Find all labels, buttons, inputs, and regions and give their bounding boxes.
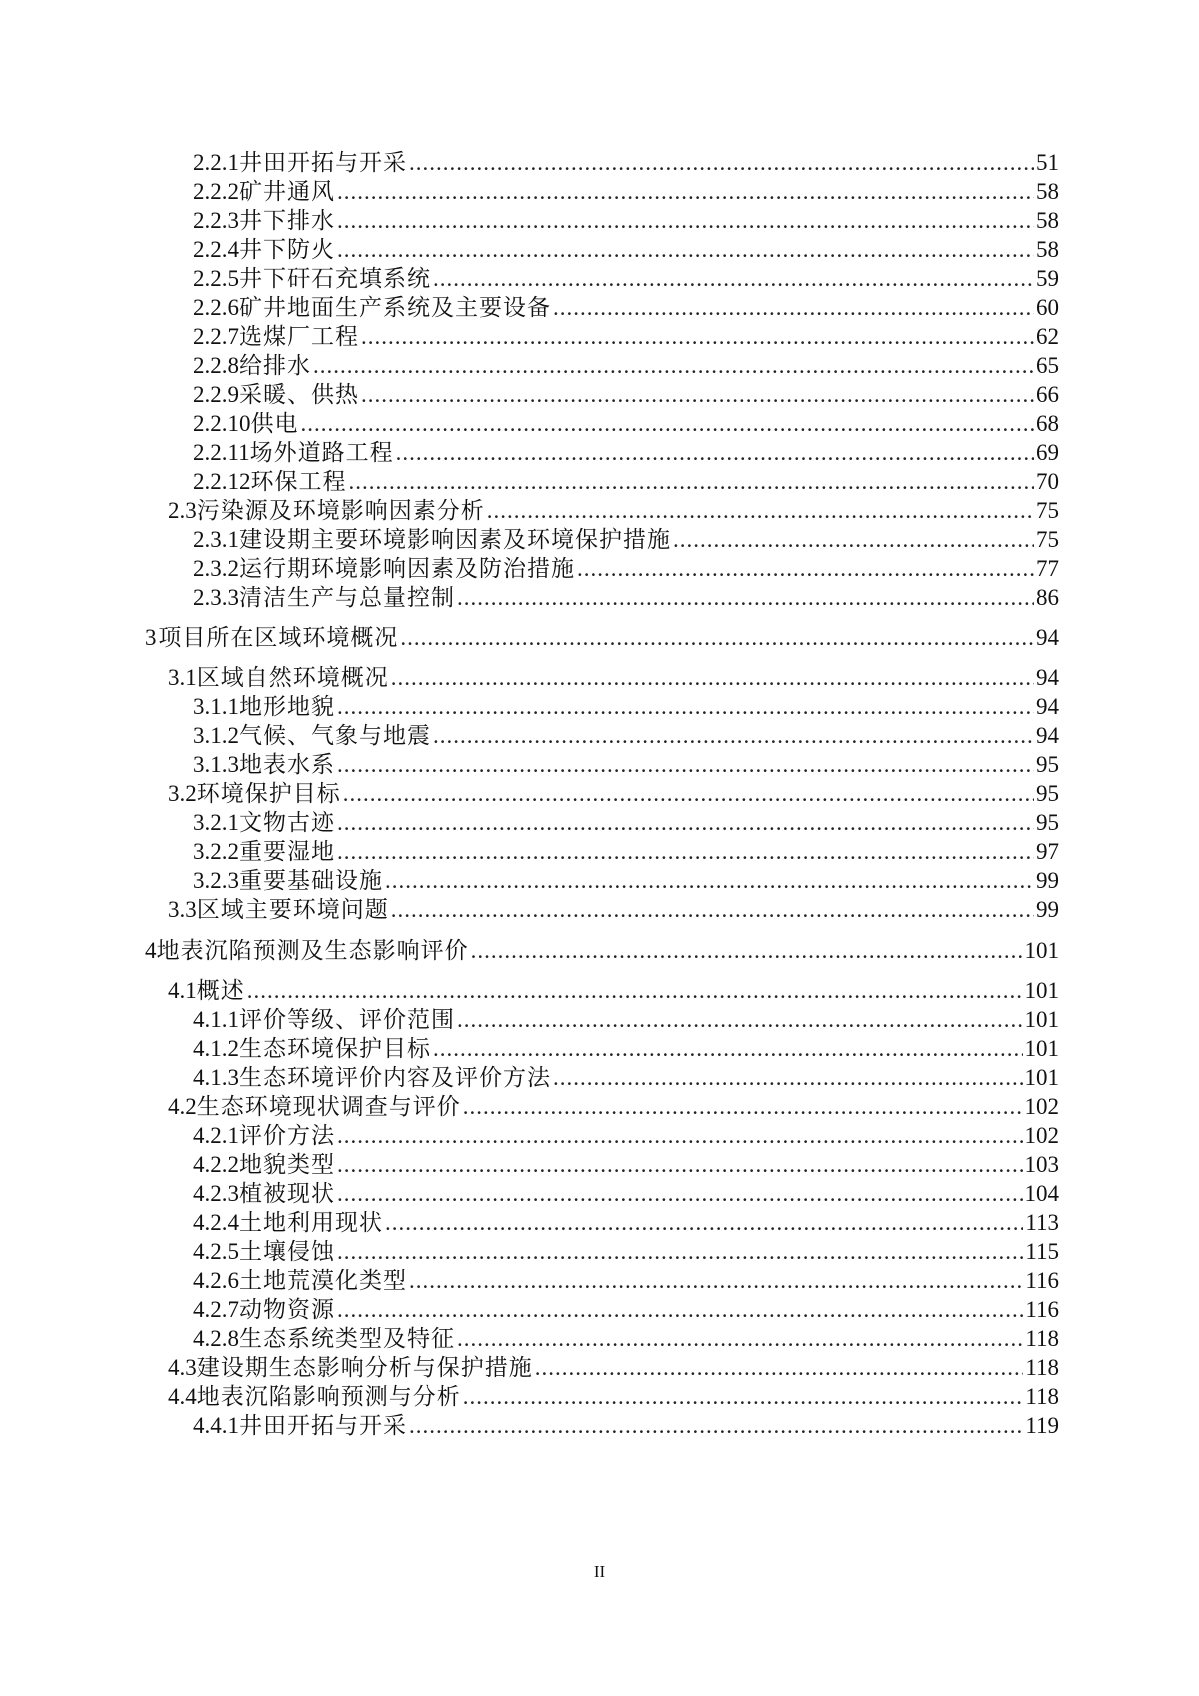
toc-number: 3.1.3: [193, 752, 239, 777]
toc-page: 103: [1024, 1152, 1059, 1177]
toc-page: 75: [1036, 498, 1059, 523]
toc-title: 植被现状: [239, 1181, 335, 1206]
toc-number: 3.2: [168, 781, 197, 806]
dot-leader: [553, 1062, 1023, 1093]
toc-entry[interactable]: [193, 379, 1059, 410]
toc-entry[interactable]: [168, 1091, 1059, 1122]
dot-leader: [337, 836, 1034, 867]
dot-leader: [361, 321, 1034, 352]
toc-page: 116: [1025, 1297, 1059, 1322]
toc-page: 99: [1036, 868, 1059, 893]
toc-title: 建设期生态影响分析与保护措施: [196, 1355, 533, 1380]
dot-leader: [349, 466, 1035, 497]
toc-entry[interactable]: [193, 1062, 1059, 1093]
dot-leader: [553, 292, 1034, 323]
toc-title: 文物古迹: [239, 810, 335, 835]
toc-title: 清洁生产与总量控制: [239, 585, 455, 610]
toc-title: 井田开拓与开采: [239, 150, 407, 175]
toc-number: 3.3: [168, 897, 197, 922]
toc-page: 118: [1025, 1326, 1059, 1351]
toc-number: 2.2.1: [193, 150, 239, 175]
toc-page: 113: [1025, 1210, 1059, 1235]
toc-entry[interactable]: [193, 807, 1059, 838]
toc-title: 井下矸石充填系统: [239, 266, 431, 291]
toc-title: 地表水系: [239, 752, 335, 777]
toc-number: 4.2.3: [193, 1181, 239, 1206]
toc-number: 2.2.11: [193, 440, 250, 465]
dot-leader: [337, 749, 1034, 780]
dot-leader: [247, 975, 1023, 1006]
toc-title: 井下排水: [239, 208, 335, 233]
dot-leader: [577, 553, 1034, 584]
toc-number: 4.2.5: [193, 1239, 239, 1264]
toc-number: 4.3: [168, 1355, 197, 1380]
dot-leader: [301, 408, 1035, 439]
toc-page: 58: [1036, 179, 1059, 204]
toc-number: 3.2.1: [193, 810, 239, 835]
toc-entry[interactable]: [145, 622, 1059, 653]
toc-entry[interactable]: [145, 935, 1059, 966]
toc-entry[interactable]: [193, 1323, 1059, 1354]
toc-number: 4.2.1: [193, 1123, 239, 1148]
dot-leader: [343, 778, 1034, 809]
toc-page: 94: [1036, 625, 1059, 650]
toc-page: 97: [1036, 839, 1059, 864]
toc-entry[interactable]: [193, 408, 1059, 439]
toc-title: 生态环境评价内容及评价方法: [239, 1065, 551, 1090]
toc-page: 102: [1024, 1123, 1059, 1148]
toc-title: 区域自然环境概况: [196, 665, 389, 690]
dot-leader: [337, 1120, 1023, 1151]
toc-title: 重要湿地: [239, 839, 335, 864]
toc-entry[interactable]: [168, 1352, 1059, 1383]
toc-number: 4.2.8: [193, 1326, 239, 1351]
page-footer-number: II: [593, 1562, 606, 1581]
toc-page: 68: [1036, 411, 1059, 436]
toc-number: 4.4.1: [193, 1413, 239, 1438]
toc-number: 3.1.2: [193, 723, 239, 748]
toc-title: 生态环境现状调查与评价: [196, 1094, 461, 1119]
toc-entry[interactable]: [193, 1149, 1059, 1180]
toc-page: 118: [1025, 1384, 1059, 1409]
toc-number: 2.2.12: [193, 469, 251, 494]
toc-page: 58: [1036, 208, 1059, 233]
toc-title: 地形地貌: [239, 694, 335, 719]
dot-leader: [337, 807, 1034, 838]
toc-title: 动物资源: [239, 1297, 335, 1322]
dot-leader: [471, 935, 1023, 966]
toc-entry[interactable]: [168, 495, 1059, 526]
dot-leader: [361, 379, 1034, 410]
toc-page: 51: [1036, 150, 1059, 175]
toc-title: 污染源及环境影响因素分析: [196, 498, 485, 523]
toc-title: 区域主要环境问题: [196, 897, 389, 922]
toc-page: 66: [1036, 382, 1059, 407]
toc-page: 102: [1024, 1094, 1059, 1119]
dot-leader: [337, 176, 1034, 207]
toc-number: 2.2.4: [193, 237, 239, 262]
toc-number: 4.4: [168, 1384, 197, 1409]
toc-number: 3.2.3: [193, 868, 239, 893]
toc-entry[interactable]: [193, 1033, 1059, 1064]
toc-number: 2.2.7: [193, 324, 239, 349]
toc-number: 4.1.1: [193, 1007, 239, 1032]
toc-number: 4: [145, 938, 157, 963]
toc-title: 供电: [250, 411, 299, 436]
toc-title: 土地利用现状: [239, 1210, 383, 1235]
toc-page: 118: [1025, 1355, 1059, 1380]
toc-entry[interactable]: [193, 205, 1059, 236]
dot-leader: [433, 1033, 1023, 1064]
toc-title: 矿井通风: [239, 179, 335, 204]
dot-leader: [385, 1207, 1023, 1238]
toc-page: 75: [1036, 527, 1059, 552]
toc-title: 建设期主要环境影响因素及环境保护措施: [239, 527, 671, 552]
toc-page: 65: [1036, 353, 1059, 378]
toc-page: 62: [1036, 324, 1059, 349]
dot-leader: [433, 720, 1034, 751]
toc-number: 2.2.10: [193, 411, 251, 436]
toc-title: 评价等级、评价范围: [239, 1007, 455, 1032]
toc-title: 重要基础设施: [239, 868, 383, 893]
toc-entry[interactable]: [168, 975, 1059, 1006]
toc-entry[interactable]: [168, 1381, 1059, 1412]
toc-page: 77: [1036, 556, 1059, 581]
toc-page: 95: [1036, 781, 1059, 806]
toc-title: 给排水: [239, 353, 311, 378]
toc-page: 101: [1024, 938, 1059, 963]
dot-leader: [463, 1091, 1023, 1122]
toc-entry[interactable]: [193, 836, 1059, 867]
dot-leader: [409, 1410, 1023, 1441]
toc-number: 2.3.2: [193, 556, 239, 581]
toc-page: 95: [1036, 810, 1059, 835]
toc-page: 104: [1024, 1181, 1059, 1206]
toc-page: 101: [1024, 1065, 1059, 1090]
toc-number: 2.2.6: [193, 295, 239, 320]
dot-leader: [337, 1236, 1023, 1267]
toc-entry[interactable]: [193, 1207, 1059, 1238]
toc-title: 环保工程: [250, 469, 347, 494]
toc-number: 3: [145, 625, 157, 650]
toc-page: 58: [1036, 237, 1059, 262]
toc-entry[interactable]: [193, 720, 1059, 751]
dot-leader: [313, 350, 1034, 381]
toc-page: 60: [1036, 295, 1059, 320]
dot-leader: [337, 691, 1034, 722]
dot-leader: [391, 662, 1034, 693]
dot-leader: [463, 1381, 1024, 1412]
dot-leader: [337, 234, 1034, 265]
dot-leader: [433, 263, 1034, 294]
toc-title: 地貌类型: [239, 1152, 335, 1177]
toc-entry[interactable]: [193, 147, 1059, 178]
toc-entry[interactable]: [193, 1004, 1059, 1035]
toc-entry[interactable]: [193, 1120, 1059, 1151]
toc-title: 采暖、供热: [239, 382, 359, 407]
toc-entry[interactable]: [193, 321, 1059, 352]
toc-number: 4.2.4: [193, 1210, 239, 1235]
toc-title: 土壤侵蚀: [239, 1239, 335, 1264]
toc-title: 场外道路工程: [249, 440, 394, 465]
dot-leader: [391, 894, 1034, 925]
dot-leader: [535, 1352, 1024, 1383]
toc-title: 评价方法: [239, 1123, 335, 1148]
dot-leader: [487, 495, 1034, 526]
toc-title: 项目所在区域环境概况: [158, 625, 399, 650]
toc-entry[interactable]: [168, 894, 1059, 925]
toc-number: 2.2.8: [193, 353, 239, 378]
toc-page: 86: [1036, 585, 1059, 610]
toc-page: 101: [1024, 1036, 1059, 1061]
toc-page: 94: [1036, 723, 1059, 748]
toc-page: 115: [1025, 1239, 1059, 1264]
dot-leader: [337, 1294, 1023, 1325]
toc-title: 概述: [196, 978, 245, 1003]
toc-number: 2.2.9: [193, 382, 239, 407]
toc-page: 101: [1024, 1007, 1059, 1032]
dot-leader: [396, 437, 1034, 468]
toc-number: 2.3.1: [193, 527, 239, 552]
toc-title: 矿井地面生产系统及主要设备: [239, 295, 551, 320]
toc-number: 4.1.3: [193, 1065, 239, 1090]
toc-entry[interactable]: [193, 582, 1059, 613]
toc-entry[interactable]: [193, 691, 1059, 722]
toc-page: 116: [1025, 1268, 1059, 1293]
dot-leader: [457, 1323, 1023, 1354]
toc-entry[interactable]: [193, 466, 1059, 497]
dot-leader: [409, 1265, 1023, 1296]
toc-entry[interactable]: [193, 749, 1059, 780]
toc-title: 运行期环境影响因素及防治措施: [239, 556, 575, 581]
dot-leader: [457, 582, 1034, 613]
toc-page: 70: [1036, 469, 1059, 494]
toc-entry[interactable]: [193, 263, 1059, 294]
toc-number: 4.1: [168, 978, 197, 1003]
toc-page: 69: [1036, 440, 1059, 465]
dot-leader: [409, 147, 1034, 178]
toc-entry[interactable]: [193, 865, 1059, 896]
toc-number: 4.2.7: [193, 1297, 239, 1322]
toc-title: 土地荒漠化类型: [239, 1268, 407, 1293]
toc-number: 2.3.3: [193, 585, 239, 610]
toc-page: 101: [1024, 978, 1059, 1003]
toc-number: 4.2: [168, 1094, 197, 1119]
toc-entry[interactable]: [193, 1178, 1059, 1209]
toc-entry[interactable]: [168, 662, 1059, 693]
toc-number: 3.1: [168, 665, 197, 690]
toc-entry[interactable]: [193, 234, 1059, 265]
dot-leader: [673, 524, 1034, 555]
toc-number: 2.2.3: [193, 208, 239, 233]
toc-number: 3.1.1: [193, 694, 239, 719]
dot-leader: [337, 1178, 1023, 1209]
toc-title: 气候、气象与地震: [239, 723, 431, 748]
toc-title: 生态系统类型及特征: [239, 1326, 455, 1351]
toc-title: 井下防火: [239, 237, 335, 262]
toc-number: 2.2.5: [193, 266, 239, 291]
toc-entry[interactable]: [193, 1410, 1059, 1441]
toc-entry[interactable]: [193, 437, 1059, 468]
toc-title: 地表沉陷预测及生态影响评价: [156, 938, 469, 963]
toc-number: 4.2.6: [193, 1268, 239, 1293]
toc-number: 4.1.2: [193, 1036, 239, 1061]
dot-leader: [385, 865, 1034, 896]
toc-entry[interactable]: [193, 524, 1059, 555]
toc-page: 99: [1036, 897, 1059, 922]
toc-page: 95: [1036, 752, 1059, 777]
toc-title: 地表沉陷影响预测与分析: [196, 1384, 461, 1409]
toc-entry[interactable]: [193, 1294, 1059, 1325]
toc-entry[interactable]: [168, 778, 1059, 809]
dot-leader: [337, 205, 1034, 236]
dot-leader: [457, 1004, 1023, 1035]
toc-entry[interactable]: [193, 553, 1059, 584]
toc-entry[interactable]: [193, 176, 1059, 207]
toc-title: 井田开拓与开采: [239, 1413, 407, 1438]
toc-entry[interactable]: [193, 350, 1059, 381]
toc-number: 2.3: [168, 498, 197, 523]
toc-page: 119: [1025, 1413, 1059, 1438]
toc-number: 4.2.2: [193, 1152, 239, 1177]
toc-number: 2.2.2: [193, 179, 239, 204]
toc-title: 选煤厂工程: [239, 324, 359, 349]
toc-entry[interactable]: [193, 1265, 1059, 1296]
toc-title: 环境保护目标: [196, 781, 341, 806]
toc-page: 94: [1036, 665, 1059, 690]
dot-leader: [337, 1149, 1023, 1180]
toc-number: 3.2.2: [193, 839, 239, 864]
toc-title: 生态环境保护目标: [239, 1036, 431, 1061]
toc-page: 94: [1036, 694, 1059, 719]
dot-leader: [400, 622, 1034, 653]
toc-entry[interactable]: [193, 1236, 1059, 1267]
toc-entry[interactable]: [193, 292, 1059, 323]
toc-page: 59: [1036, 266, 1059, 291]
